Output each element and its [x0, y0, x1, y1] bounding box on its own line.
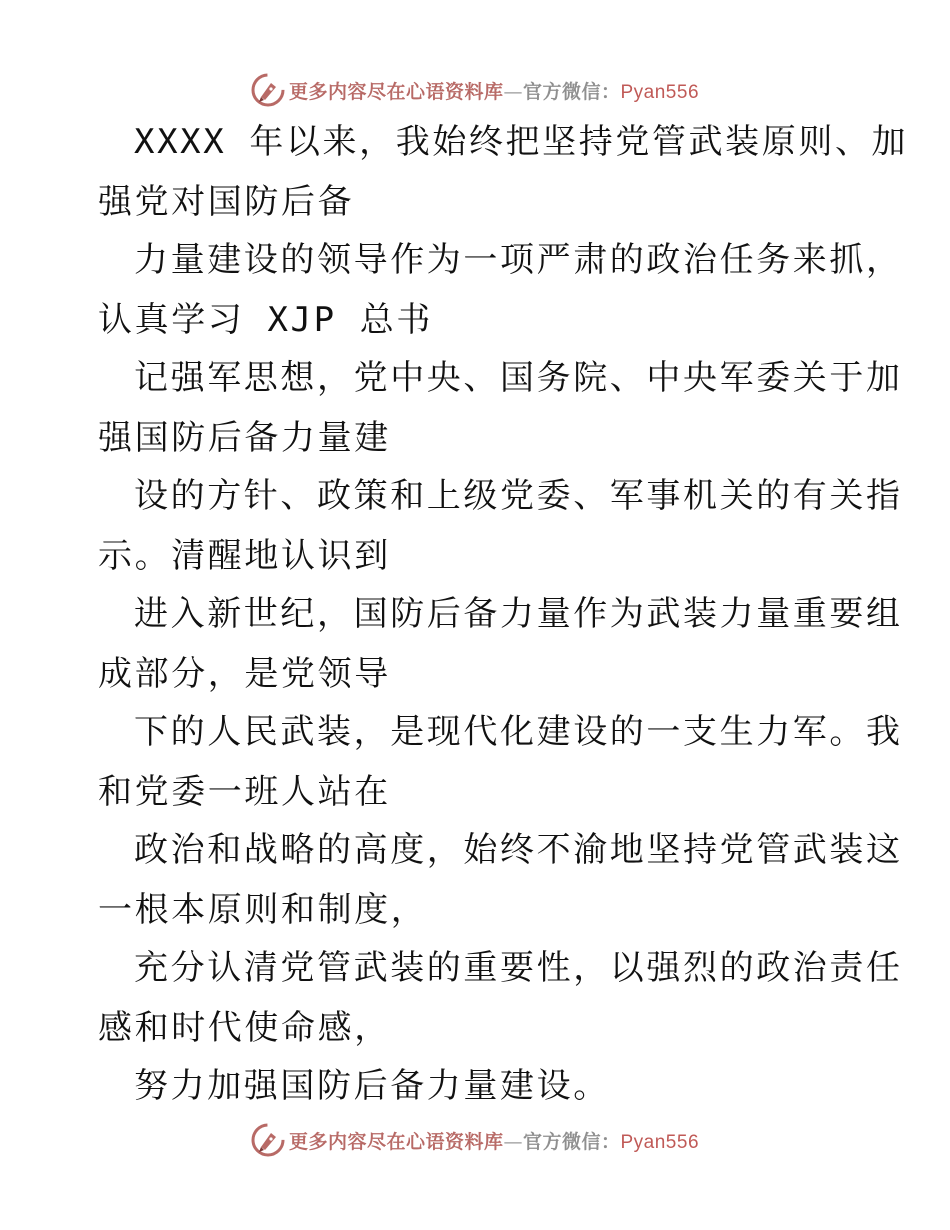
text-line: 力量建设的领导作为一项严肃的政治任务来抓， [134, 240, 903, 280]
text-line: 和党委一班人站在 [98, 772, 391, 812]
footer-banner-official: 官方微信： [522, 1130, 621, 1153]
footer-banner-text [289, 1127, 699, 1154]
text-line: 一根本原则和制度， [98, 890, 428, 930]
pen-nib-logo-icon [251, 73, 285, 107]
text-line: 记强军思想，党中央、国务院、中央军委关于加 [134, 358, 903, 398]
text-line: 强国防后备力量建 [98, 418, 391, 458]
header-banner [0, 70, 950, 110]
header-banner-lead: 更多内容尽在心语资料库 [288, 80, 504, 103]
header-banner-text [289, 77, 699, 104]
text-line: 感和时代使命感， [98, 1008, 391, 1048]
pen-nib-logo-icon [251, 1123, 285, 1157]
text-line: 认真学习 XJP 总书 [98, 300, 433, 340]
text-line: 设的方针、政策和上级党委、军事机关的有关指 [134, 476, 903, 516]
text-line: 努力加强国防后备力量建设。 [134, 1066, 610, 1106]
footer-banner-handle: Pyan556 [620, 1131, 700, 1153]
text-line: 进入新世纪，国防后备力量作为武装力量重要组 [134, 594, 903, 634]
text-line: 成部分，是党领导 [98, 654, 391, 694]
header-banner-handle: Pyan556 [620, 81, 700, 103]
header-banner-official: 官方微信： [522, 80, 621, 103]
header-banner-dash: — [503, 80, 523, 103]
text-line: 充分认清党管武装的重要性，以强烈的政治责任 [134, 948, 903, 988]
text-line: 示。清醒地认识到 [98, 536, 391, 576]
text-line: 下的人民武装，是现代化建设的一支生力军。我 [134, 712, 903, 752]
footer-banner-lead: 更多内容尽在心语资料库 [288, 1130, 504, 1153]
text-line: 强党对国防后备 [98, 182, 355, 222]
footer-banner-dash: — [503, 1130, 523, 1153]
footer-banner [0, 1120, 950, 1160]
text-line: 政治和战略的高度，始终不渝地坚持党管武装这 [134, 830, 903, 870]
text-line: XXXX 年以来，我始终把坚持党管武装原则、加 [134, 122, 909, 162]
